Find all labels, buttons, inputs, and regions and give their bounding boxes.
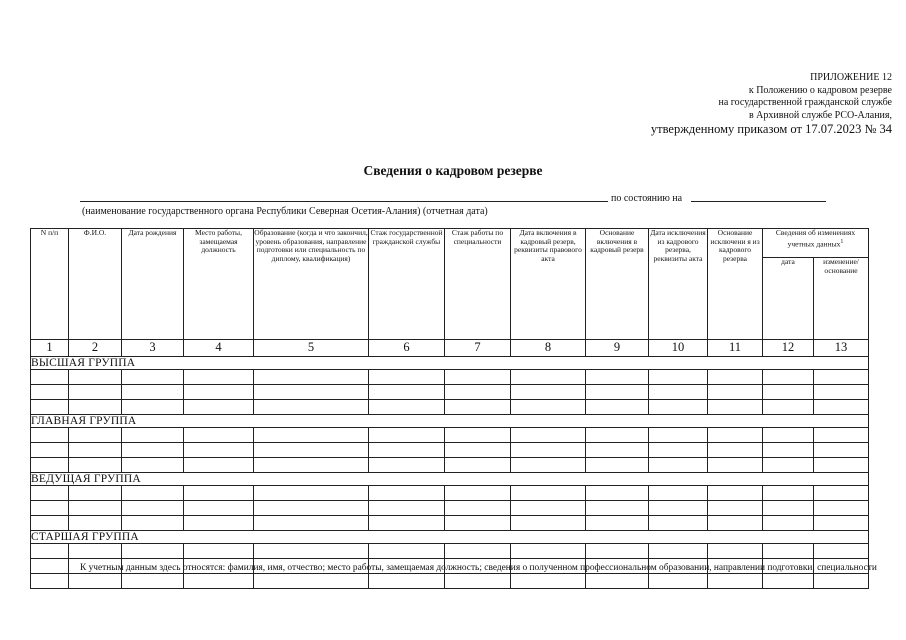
col-header-civil-service-tenure: Стаж государственной гражданской службы bbox=[369, 229, 445, 340]
table-cell[interactable] bbox=[69, 443, 122, 458]
table-cell[interactable] bbox=[122, 574, 184, 589]
table-cell[interactable] bbox=[122, 385, 184, 400]
table-row bbox=[31, 385, 869, 400]
table-cell[interactable] bbox=[31, 370, 69, 385]
table-row bbox=[31, 458, 869, 473]
table-cell[interactable] bbox=[586, 501, 649, 516]
table-cell[interactable] bbox=[369, 574, 445, 589]
table-cell[interactable] bbox=[763, 501, 814, 516]
table-cell[interactable] bbox=[31, 544, 69, 559]
table-cell[interactable] bbox=[184, 370, 254, 385]
col-number: 8 bbox=[511, 340, 586, 357]
table-cell[interactable] bbox=[31, 501, 69, 516]
table-cell[interactable] bbox=[708, 428, 763, 443]
group-row-highest bbox=[31, 357, 869, 370]
table-cell[interactable] bbox=[708, 385, 763, 400]
table-cell[interactable] bbox=[69, 400, 122, 415]
group-row-leading bbox=[31, 473, 869, 486]
table-cell[interactable] bbox=[814, 574, 869, 589]
table-cell[interactable] bbox=[184, 443, 254, 458]
table-cell[interactable] bbox=[814, 400, 869, 415]
table-cell[interactable] bbox=[511, 385, 586, 400]
table-cell[interactable] bbox=[814, 458, 869, 473]
col-header-workplace: Место работы, замещаемая должность bbox=[184, 229, 254, 340]
table-cell[interactable] bbox=[586, 400, 649, 415]
col-header-inclusion-basis: Основание включения в кадровый резерв bbox=[586, 229, 649, 340]
col-number: 5 bbox=[254, 340, 369, 357]
table-cell[interactable] bbox=[31, 428, 69, 443]
table-cell[interactable] bbox=[254, 443, 369, 458]
table-cell[interactable] bbox=[708, 458, 763, 473]
table-cell[interactable] bbox=[69, 574, 122, 589]
col-header-education: Образование (когда и что закончил, уровень образования, направление подготовки или специальность по диплому, квалификация) bbox=[254, 229, 369, 340]
table-cell[interactable] bbox=[814, 544, 869, 559]
group-label-senior: СТАРШАЯ ГРУППА bbox=[31, 531, 869, 544]
col-number: 10 bbox=[649, 340, 708, 357]
table-cell[interactable] bbox=[708, 574, 763, 589]
table-cell[interactable] bbox=[254, 458, 369, 473]
table-cell[interactable] bbox=[814, 516, 869, 531]
as-of-label: по состоянию на bbox=[611, 193, 683, 204]
table-cell[interactable] bbox=[184, 458, 254, 473]
column-numbers-row bbox=[31, 340, 869, 357]
table-cell[interactable] bbox=[708, 400, 763, 415]
table-cell[interactable] bbox=[649, 443, 708, 458]
table-cell[interactable] bbox=[708, 544, 763, 559]
table-cell[interactable] bbox=[445, 400, 511, 415]
table-cell[interactable] bbox=[122, 501, 184, 516]
table-cell[interactable] bbox=[445, 443, 511, 458]
appendix-header bbox=[432, 72, 892, 137]
col-header-changes-text: Сведения об изменениях учетных данных bbox=[775, 228, 856, 249]
table-cell[interactable] bbox=[511, 370, 586, 385]
table-cell[interactable] bbox=[511, 400, 586, 415]
table-cell[interactable] bbox=[763, 544, 814, 559]
table-cell[interactable] bbox=[122, 544, 184, 559]
group-label-highest: ВЫСШАЯ ГРУППА bbox=[31, 357, 869, 370]
table-cell[interactable] bbox=[445, 370, 511, 385]
table-cell[interactable] bbox=[814, 370, 869, 385]
table-cell[interactable] bbox=[254, 370, 369, 385]
table-cell[interactable] bbox=[369, 486, 445, 501]
table-cell[interactable] bbox=[649, 486, 708, 501]
table-cell[interactable] bbox=[69, 501, 122, 516]
table-cell[interactable] bbox=[184, 428, 254, 443]
table-cell[interactable] bbox=[511, 501, 586, 516]
table-cell[interactable] bbox=[69, 544, 122, 559]
table-cell[interactable] bbox=[586, 486, 649, 501]
col-header-birthdate: Дата рождения bbox=[122, 229, 184, 340]
table-cell[interactable] bbox=[708, 501, 763, 516]
table-cell[interactable] bbox=[69, 370, 122, 385]
table-cell[interactable] bbox=[69, 428, 122, 443]
table-cell[interactable] bbox=[649, 574, 708, 589]
table-cell[interactable] bbox=[184, 486, 254, 501]
table-cell[interactable] bbox=[511, 516, 586, 531]
table-cell[interactable] bbox=[763, 458, 814, 473]
table-cell[interactable] bbox=[369, 516, 445, 531]
col-header-name: Ф.И.О. bbox=[69, 229, 122, 340]
table-cell[interactable] bbox=[586, 385, 649, 400]
document-title: Сведения о кадровом резерве bbox=[363, 163, 543, 178]
table-cell[interactable] bbox=[31, 486, 69, 501]
appendix-number: ПРИЛОЖЕНИЕ 12 bbox=[810, 72, 892, 83]
table-cell[interactable] bbox=[649, 458, 708, 473]
table-cell[interactable] bbox=[511, 428, 586, 443]
reserve-table bbox=[30, 228, 869, 589]
table-cell[interactable] bbox=[369, 501, 445, 516]
table-cell[interactable] bbox=[184, 501, 254, 516]
table-cell[interactable] bbox=[763, 385, 814, 400]
table-cell[interactable] bbox=[445, 501, 511, 516]
table-cell[interactable] bbox=[184, 544, 254, 559]
table-cell[interactable] bbox=[122, 443, 184, 458]
org-caption: (наименование государственного органа Республики Северная Осетия-Алания) (отчетная дата) bbox=[82, 206, 488, 217]
footnote-marker: 1 bbox=[840, 238, 844, 245]
col-number: 4 bbox=[184, 340, 254, 357]
table-row bbox=[31, 428, 869, 443]
header-row bbox=[31, 229, 869, 258]
table-cell[interactable] bbox=[649, 544, 708, 559]
table-cell[interactable] bbox=[708, 370, 763, 385]
group-label-leading: ВЕДУЩАЯ ГРУППА bbox=[31, 473, 869, 486]
table-cell[interactable] bbox=[708, 443, 763, 458]
table-cell[interactable] bbox=[649, 370, 708, 385]
table-cell[interactable] bbox=[31, 385, 69, 400]
table-cell[interactable] bbox=[31, 400, 69, 415]
table-cell[interactable] bbox=[586, 428, 649, 443]
table-cell[interactable] bbox=[649, 428, 708, 443]
table-cell[interactable] bbox=[69, 486, 122, 501]
table-cell[interactable] bbox=[814, 443, 869, 458]
table-cell[interactable] bbox=[122, 370, 184, 385]
table-cell[interactable] bbox=[586, 574, 649, 589]
col-number: 9 bbox=[586, 340, 649, 357]
table-cell[interactable] bbox=[184, 516, 254, 531]
table-cell[interactable] bbox=[763, 443, 814, 458]
table-cell[interactable] bbox=[31, 458, 69, 473]
table-cell[interactable] bbox=[814, 486, 869, 501]
col-header-inclusion-date: Дата включения в кадровый резерв, реквизиты правового акта bbox=[511, 229, 586, 340]
table-cell[interactable] bbox=[511, 574, 586, 589]
table-cell[interactable] bbox=[708, 516, 763, 531]
table-cell[interactable] bbox=[763, 574, 814, 589]
table-cell[interactable] bbox=[649, 400, 708, 415]
table-cell[interactable] bbox=[763, 400, 814, 415]
table-cell[interactable] bbox=[254, 385, 369, 400]
table-cell[interactable] bbox=[814, 385, 869, 400]
table-row bbox=[31, 544, 869, 559]
table-cell[interactable] bbox=[445, 428, 511, 443]
table-cell[interactable] bbox=[254, 400, 369, 415]
table-cell[interactable] bbox=[586, 544, 649, 559]
table-cell[interactable] bbox=[649, 516, 708, 531]
appendix-regulation: к Положению о кадровом резерве bbox=[748, 84, 892, 96]
table-cell[interactable] bbox=[763, 428, 814, 443]
table-row bbox=[31, 400, 869, 415]
group-label-main: ГЛАВНАЯ ГРУППА bbox=[31, 415, 869, 428]
table-cell[interactable] bbox=[445, 516, 511, 531]
table-cell[interactable] bbox=[122, 458, 184, 473]
table-cell[interactable] bbox=[763, 516, 814, 531]
col-header-exclusion-basis: Основание исключени я из кадрового резерва bbox=[708, 229, 763, 340]
table-cell[interactable] bbox=[369, 458, 445, 473]
col-number: 13 bbox=[814, 340, 869, 357]
table-cell[interactable] bbox=[184, 574, 254, 589]
table-cell[interactable] bbox=[814, 428, 869, 443]
table-cell[interactable] bbox=[184, 400, 254, 415]
table-cell[interactable] bbox=[814, 501, 869, 516]
table-cell[interactable] bbox=[763, 486, 814, 501]
footnote: К учетным данным здесь относятся: фамилия, имя, отчество; место работы, замещаемая должность; сведения о полученном профессиональном образовании, направлении подготовки, специальности bbox=[80, 563, 877, 573]
col-header-change-basis: изменение/ основание bbox=[814, 258, 869, 340]
table-cell[interactable] bbox=[511, 458, 586, 473]
col-header-changes bbox=[763, 229, 869, 258]
report-date-blank[interactable] bbox=[691, 201, 826, 202]
table-row bbox=[31, 516, 869, 531]
table-cell[interactable] bbox=[254, 501, 369, 516]
col-header-exclusion-date: Дата исключения из кадрового резерва, реквизиты акта bbox=[649, 229, 708, 340]
table-row bbox=[31, 501, 869, 516]
group-row-senior bbox=[31, 531, 869, 544]
table-cell[interactable] bbox=[511, 486, 586, 501]
table-cell[interactable] bbox=[122, 428, 184, 443]
table-cell[interactable] bbox=[31, 443, 69, 458]
col-number: 3 bbox=[122, 340, 184, 357]
table-cell[interactable] bbox=[31, 516, 69, 531]
table-cell[interactable] bbox=[254, 428, 369, 443]
table-cell[interactable] bbox=[31, 574, 69, 589]
table-cell[interactable] bbox=[445, 385, 511, 400]
appendix-service: на государственной гражданской службе bbox=[718, 97, 892, 108]
col-number: 6 bbox=[369, 340, 445, 357]
col-number: 11 bbox=[708, 340, 763, 357]
org-name-blank[interactable] bbox=[80, 201, 608, 202]
table-cell[interactable] bbox=[254, 486, 369, 501]
table-cell[interactable] bbox=[369, 385, 445, 400]
table-cell[interactable] bbox=[69, 385, 122, 400]
table-cell[interactable] bbox=[254, 574, 369, 589]
table-cell[interactable] bbox=[445, 544, 511, 559]
table-cell[interactable] bbox=[445, 574, 511, 589]
table-cell[interactable] bbox=[445, 486, 511, 501]
table-cell[interactable] bbox=[511, 443, 586, 458]
table-cell[interactable] bbox=[649, 501, 708, 516]
table-cell[interactable] bbox=[369, 443, 445, 458]
table-cell[interactable] bbox=[763, 370, 814, 385]
group-row-main bbox=[31, 415, 869, 428]
table-cell[interactable] bbox=[69, 458, 122, 473]
table-cell[interactable] bbox=[369, 544, 445, 559]
table-cell[interactable] bbox=[369, 370, 445, 385]
table-cell[interactable] bbox=[586, 516, 649, 531]
col-header-specialty-tenure: Стаж работы по специальности bbox=[445, 229, 511, 340]
table-cell[interactable] bbox=[122, 400, 184, 415]
table-cell[interactable] bbox=[369, 428, 445, 443]
table-cell[interactable] bbox=[122, 486, 184, 501]
table-cell[interactable] bbox=[254, 516, 369, 531]
table-cell[interactable] bbox=[586, 443, 649, 458]
table-row bbox=[31, 574, 869, 589]
table-row bbox=[31, 370, 869, 385]
table-cell[interactable] bbox=[122, 516, 184, 531]
table-row bbox=[31, 443, 869, 458]
appendix-order: утвержденному приказом от 17.07.2023 № 34 bbox=[650, 122, 892, 136]
table-cell[interactable] bbox=[184, 385, 254, 400]
table-row bbox=[31, 486, 869, 501]
col-number: 7 bbox=[445, 340, 511, 357]
table-cell[interactable] bbox=[649, 385, 708, 400]
table-cell[interactable] bbox=[586, 458, 649, 473]
table-cell[interactable] bbox=[69, 516, 122, 531]
table-cell[interactable] bbox=[445, 458, 511, 473]
table-cell[interactable] bbox=[708, 486, 763, 501]
col-header-number: N п/п bbox=[31, 229, 69, 340]
table-cell[interactable] bbox=[511, 544, 586, 559]
table-cell[interactable] bbox=[369, 400, 445, 415]
col-number: 12 bbox=[763, 340, 814, 357]
table-cell[interactable] bbox=[254, 544, 369, 559]
appendix-agency: в Архивной службе РСО-Алания, bbox=[748, 109, 892, 121]
col-number: 1 bbox=[31, 340, 69, 357]
col-number: 2 bbox=[69, 340, 122, 357]
col-header-change-date: дата bbox=[763, 258, 814, 340]
table-cell[interactable] bbox=[586, 370, 649, 385]
